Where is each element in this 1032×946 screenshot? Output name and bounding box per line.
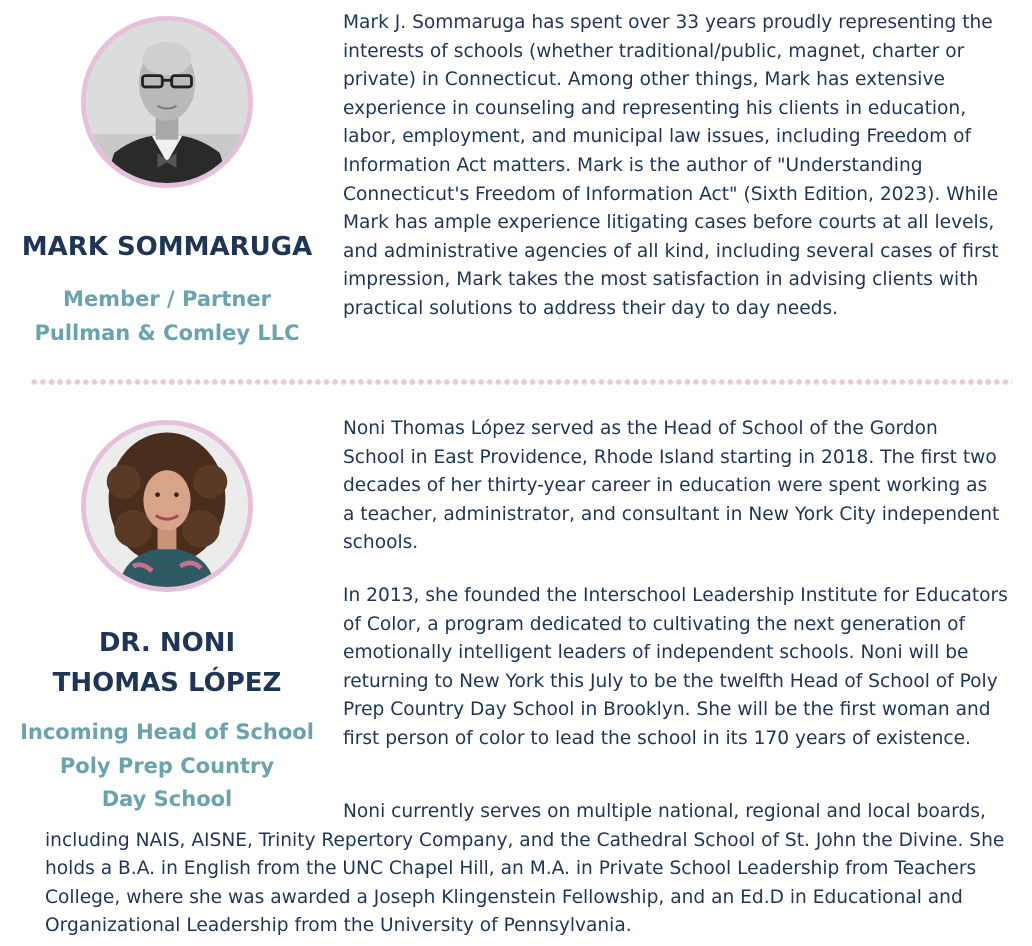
mark-sommaruga-portrait	[81, 16, 253, 188]
person-bio-paragraph-3: Noni currently serves on multiple national, regional and local boards, including NAIS, AISNE, Trinity Repertory Company, and the Cathedral School of St. John the Divine. She holds a B.A. in English from the UNC Chapel Hill, an M.A. in Private School Leadership from Teachers College, where she was awarded a Joseph Klingenstein Fellowship, and an Ed.D in Educational and Organizational Leadership from the University of Pennsylvania.	[45, 801, 1005, 937]
person-name: DR. NONI THOMAS LÓPEZ	[52, 628, 282, 698]
person-role: Member / Partner Pullman & Comley LLC	[34, 287, 300, 345]
person-role: Incoming Head of School Poly Prep Country Day School	[20, 720, 314, 811]
person-bio-paragraph-1: Noni Thomas López served as the Head of School of the Gordon School in East Providence, Rhode Island starting in 2018. The first two decades of her thirty-year career in education were spent working as a teacher, administrator, and consultant in New York City independent schools.	[343, 418, 1000, 554]
mark-portrait-photo	[86, 21, 248, 183]
person-bio: Mark J. Sommaruga has spent over 33 years proudly representing the interests of schools (whether traditional/public, magnet, charter or private) in Connecticut. Among other things, Mark has extensive experience in counseling and representing his clients in education, labor, employment, and municipal law issues, including Freedom of Information Act matters. Mark is the author of "Understanding Connecticut's Freedom of Information Act" (Sixth Edition, 2023). While Mark has ample experience litigating cases before courts at all levels, and administrative agencies of all kind, including several cases of first impression, Mark takes the most satisfaction in advising clients with practical solutions to address their day to day needs.	[343, 12, 999, 319]
person-bio-paragraph-2: In 2013, she founded the Interschool Leadership Institute for Educators of Color, a program dedicated to cultivating the next generation of emotionally intelligent leaders of independent schools. Noni will be returning to New York this July to be the twelfth Head of School of Poly Prep Country Day School in Brooklyn. She will be the first woman and first person of color to lead the school in its 170 years of existence.	[343, 585, 1008, 749]
dotted-divider	[30, 379, 1012, 385]
noni-portrait-photo	[86, 425, 248, 587]
noni-thomas-lopez-portrait	[81, 420, 253, 592]
person-name: MARK SOMMARUGA	[21, 232, 313, 262]
